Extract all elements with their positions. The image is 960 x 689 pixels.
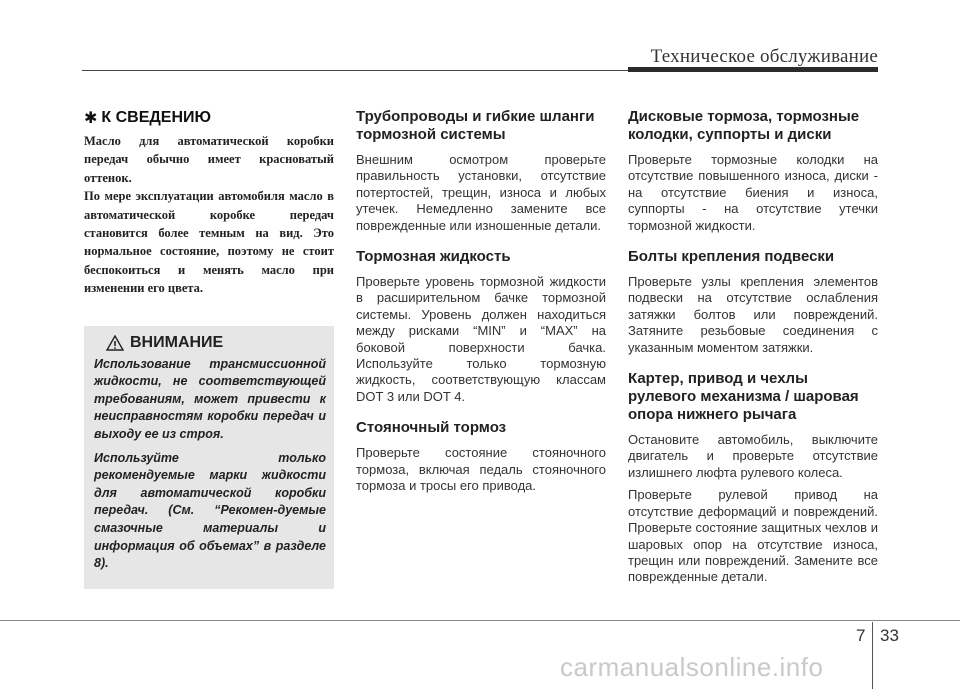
section-brake-fluid-body: Проверьте уровень тормозной жидкости в расширительном бачке тормозной системы. Уровень должен находиться между рисками “MIN” и “MAX” на боковой поверхности бачка. Используйте только тормозную жидкость, соответствующую классам DOT 3 или DOT 4. bbox=[356, 274, 606, 404]
asterisk-icon: ✱ bbox=[84, 110, 98, 127]
warning-paragraph-2: Используйте только рекомендуемые марки жидкости для автоматической коробки передач. (См. “Рекомен-дуемые смазочные материалы и информация об объемах” в разделе 8). bbox=[94, 450, 326, 571]
warning-box bbox=[84, 326, 334, 589]
section-parking-brake-title: Стояночный тормоз bbox=[356, 419, 507, 437]
section-steering-body-1: Остановите автомобиль, выключите двигатель и проверьте отсутствие излишнего люфта рулевого колеса. bbox=[628, 432, 878, 480]
note-paragraph-2: По мере эксплуатации автомобиля масло в автоматической коробке передач становится более темным на вид. Это нормальное состояние, поэтому не стоит беспокоиться и менять масло при изменении его цвета. bbox=[84, 189, 334, 296]
section-steering-body-2: Проверьте рулевой привод на отсутствие деформаций и повреждений. Проверьте состояние защитных чехлов и шаровых опор на отсутствие износа, трещин или повреждений. Замените все поврежденные детали. bbox=[628, 487, 878, 585]
section-steering-title: Картер, привод и чехлы рулевого механизма / шаровая опора нижнего рычага bbox=[628, 370, 859, 424]
page-header-title: Техническое обслуживание bbox=[650, 46, 878, 67]
note-title: К СВЕДЕНИЮ bbox=[101, 109, 212, 126]
section-brake-fluid-title: Тормозная жидкость bbox=[356, 248, 511, 266]
watermark: carmanualsonline.info bbox=[560, 652, 824, 682]
section-disc-brakes-body: Проверьте тормозные колодки на отсутствие повышенного износа, диски - на отсутствие биения и износа, суппорты - на отсутствие утечки тормозной жидкости. bbox=[628, 152, 878, 233]
section-disc-brakes-title: Дисковые тормоза, тормозные колодки, суппорты и диски bbox=[628, 108, 860, 143]
note-heading bbox=[84, 108, 334, 128]
chapter-number: 7 bbox=[856, 626, 866, 645]
column-left bbox=[84, 108, 334, 589]
footer-rule bbox=[0, 620, 960, 621]
section-parking-brake-body: Проверьте состояние стояночного тормоза, включая педаль стояночного тормоза и тросы его привода. bbox=[356, 445, 606, 494]
warning-triangle-icon bbox=[106, 335, 124, 351]
warning-paragraph-1: Использование трансмиссионной жидкости, не соответствующей требованиям, может привести к неисправностям коробки передач и выходу ее из строя. bbox=[94, 356, 326, 442]
warning-title: ВНИМАНИЕ bbox=[130, 333, 224, 351]
section-brake-lines-title: Трубопроводы и гибкие шланги тормозной системы bbox=[356, 108, 595, 143]
header-rule bbox=[82, 70, 630, 71]
header-rule-accent bbox=[628, 67, 878, 72]
section-suspension-bolts-title: Болты крепления подвески bbox=[628, 248, 835, 266]
note-paragraph-1: Масло для автоматической коробки передач обычно имеет красноватый оттенок. bbox=[84, 134, 334, 185]
page-number: 33 bbox=[880, 626, 899, 645]
column-middle bbox=[356, 108, 606, 509]
warning-heading bbox=[94, 334, 326, 352]
section-brake-lines-body: Внешним осмотром проверьте правильность установки, отсутствие потертостей, трещин, износа и любых утечек. Немедленно замените все поврежденные или изношенные детали. bbox=[356, 152, 606, 233]
page-number-separator bbox=[872, 622, 873, 689]
section-suspension-bolts-body: Проверьте узлы крепления элементов подвески на отсутствие ослабления затяжки болтов или повреждений. Затяните резьбовые соединения с указанным моментом затяжки. bbox=[628, 274, 878, 355]
column-right bbox=[628, 108, 878, 600]
